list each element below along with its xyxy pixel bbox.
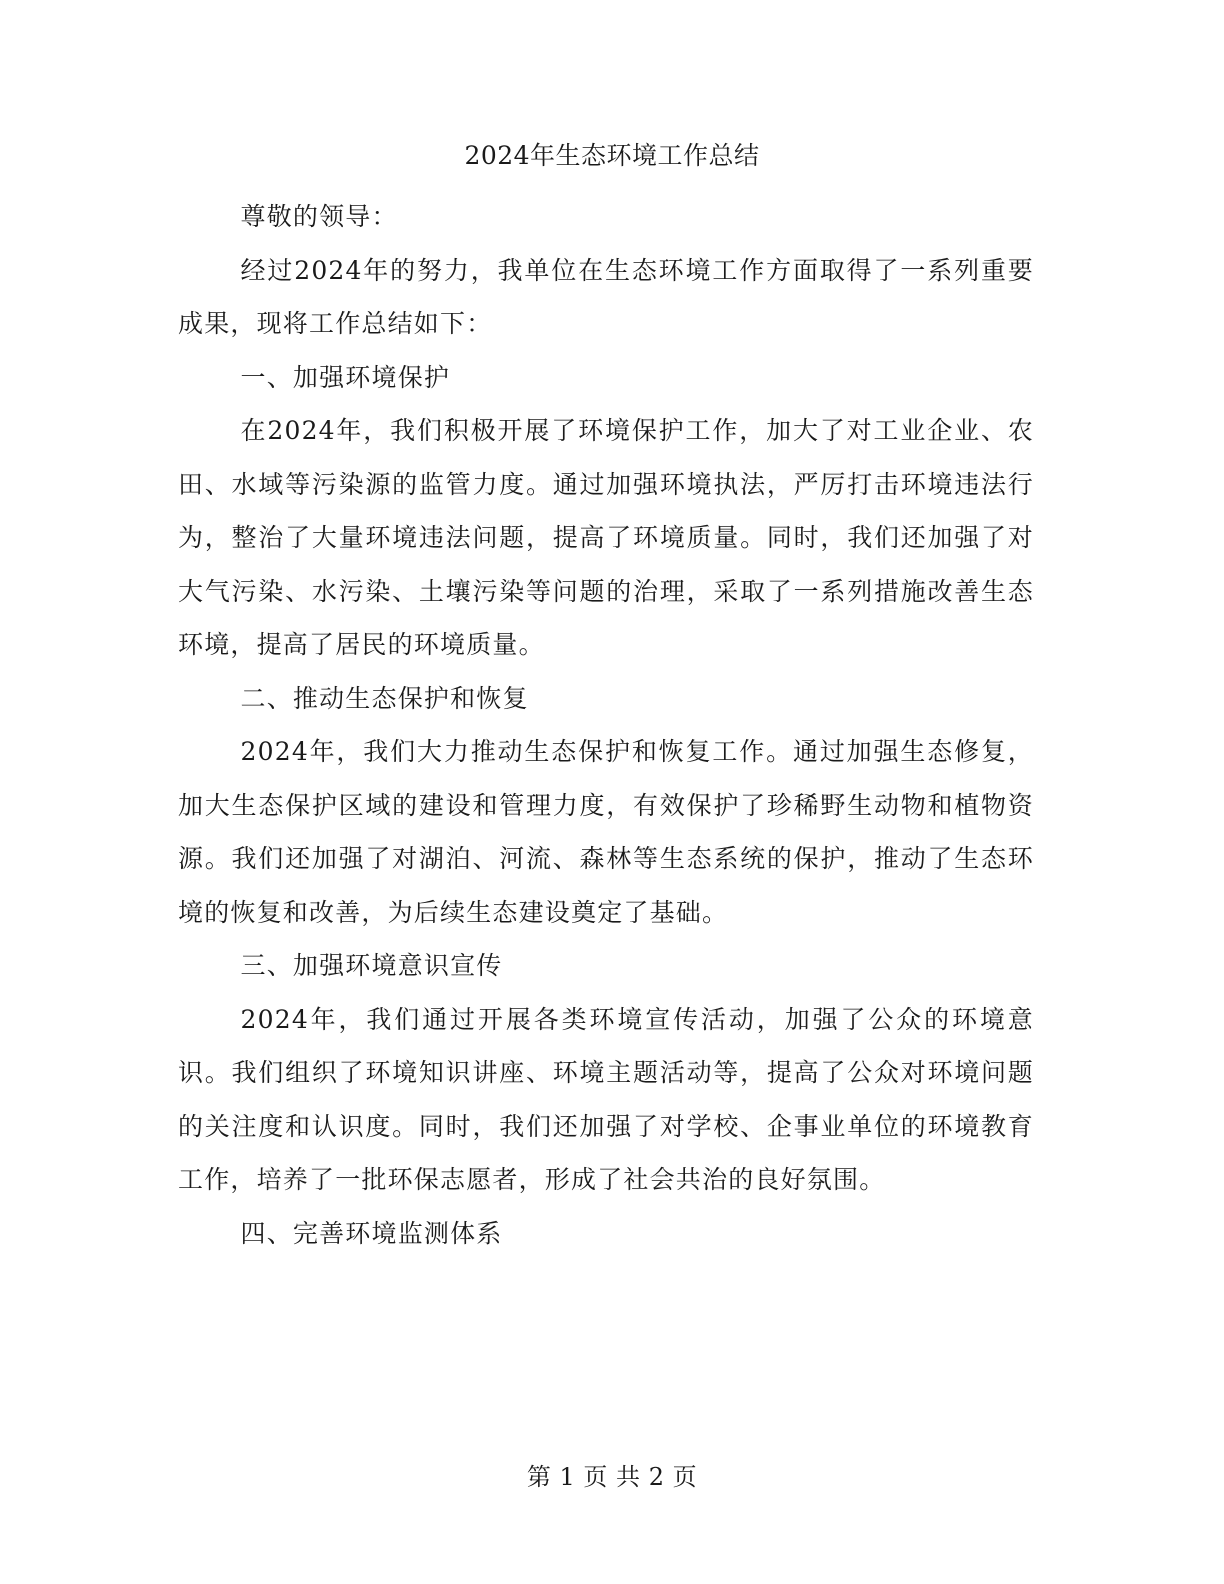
page-footer: 第 1 页 共 2 页 <box>526 1463 698 1491</box>
document-title: 2024年生态环境工作总结 <box>464 141 760 170</box>
section-paragraph: 2024年，我们通过开展各类环境宣传活动，加强了公众的环境意识。我们组织了环境知识讲座、环境主题活动等，提高了公众对环境问题的关注度和认识度。同时，我们还加强了对学校、企事业单位的环境教育工作，培养了一批环保志愿者，形成了社会共治的良好氛围。 <box>178 1004 1034 1194</box>
section-heading: 三、加强环境意识宣传 <box>240 951 503 980</box>
section-heading: 一、加强环境保护 <box>240 362 451 392</box>
intro-paragraph: 经过2024年的努力，我单位在生态环境工作方面取得了一系列重要成果，现将工作总结如下： <box>178 255 1034 338</box>
salutation: 尊敬的领导： <box>240 202 398 231</box>
section-heading: 四、完善环境监测体系 <box>240 1218 503 1248</box>
section-paragraph: 在2024年，我们积极开展了环境保护工作，加大了对工业企业、农田、水域等污染源的监管力度。通过加强环境执法，严厉打击环境违法行为，整治了大量环境违法问题，提高了环境质量。同时，我们还加强了对大气污染、水污染、土壤污染等问题的治理，采取了一系列措施改善生态环境，提高了居民的环境质量。 <box>178 416 1034 659</box>
document-body <box>178 190 1034 1260</box>
section-heading: 二、推动生态保护和恢复 <box>240 683 529 713</box>
section-paragraph: 2024年，我们大力推动生态保护和恢复工作。通过加强生态修复，加大生态保护区域的建设和管理力度，有效保护了珍稀野生动物和植物资源。我们还加强了对湖泊、河流、森林等生态系统的保护，推动了生态环境的恢复和改善，为后续生态建设奠定了基础。 <box>178 737 1034 927</box>
